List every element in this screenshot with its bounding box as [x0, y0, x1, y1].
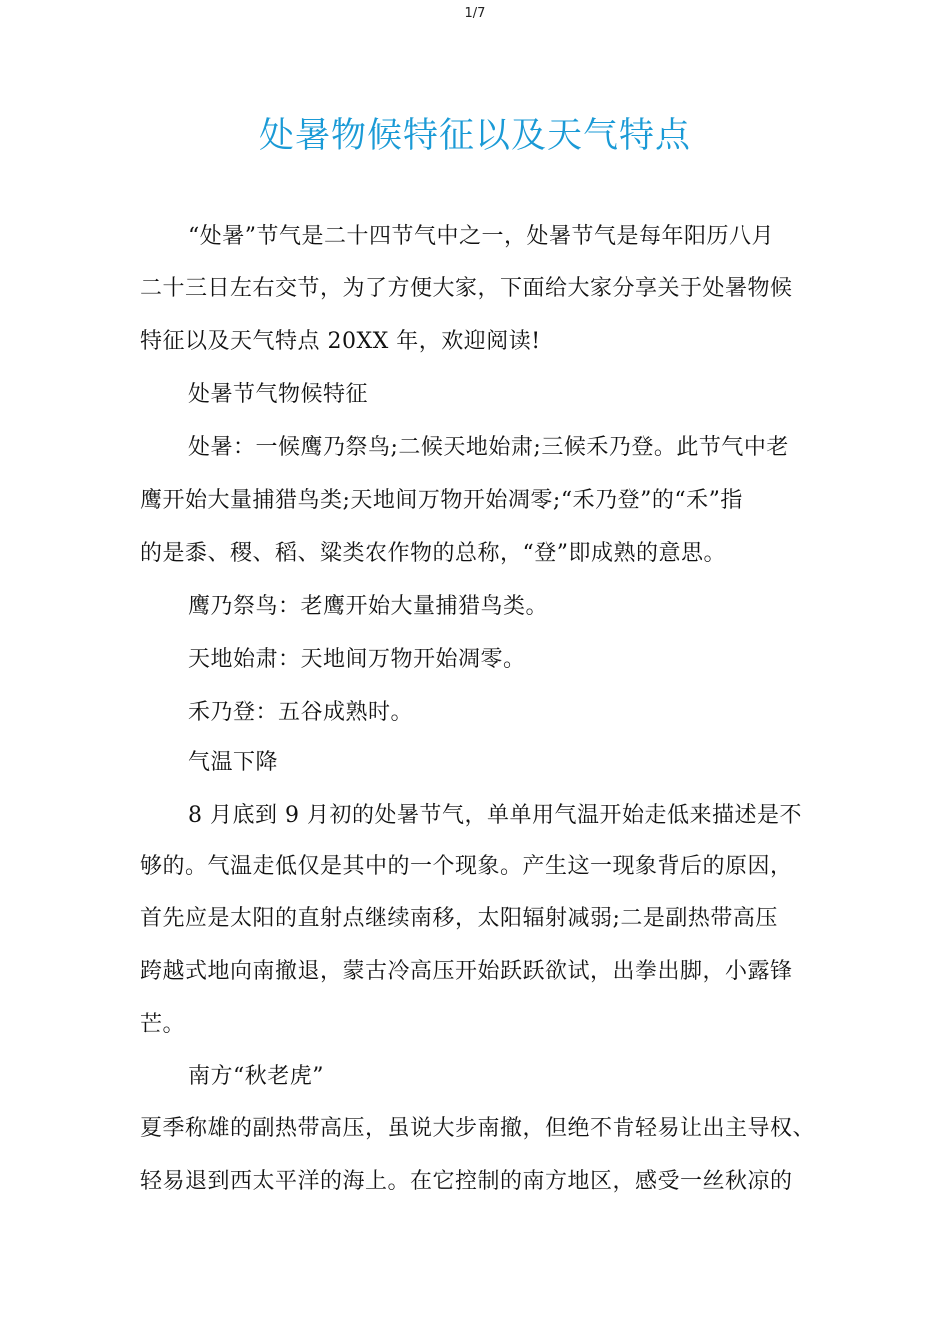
text-line: “处暑”节气是二十四节气中之一，处暑节气是每年阳历八月	[188, 224, 774, 249]
text-line: 跨越式地向南撤退，蒙古冷高压开始跃跃欲试，出拳出脚，小露锋	[140, 959, 793, 984]
text-line: 二十三日左右交节，为了方便大家，下面给大家分享关于处暑物候	[140, 276, 793, 301]
page-number: 1/7	[464, 6, 486, 21]
text-line: 芒。	[140, 1012, 186, 1037]
section-heading: 处暑节气物候特征	[188, 382, 369, 407]
text-line: 禾乃登：五谷成熟时。	[188, 700, 414, 725]
text-line: 鹰乃祭鸟：老鹰开始大量捕猎鸟类。	[188, 594, 549, 619]
text-line: 夏季称雄的副热带高压，虽说大步南撤，但绝不肯轻易让出主导权、	[140, 1116, 816, 1141]
text-line: 8 月底到 9 月初的处暑节气，单单用气温开始走低来描述是不	[188, 803, 802, 828]
text-line: 处暑：一候鹰乃祭鸟;二候天地始肃;三候禾乃登。此节气中老	[188, 435, 789, 460]
text-line: 特征以及天气特点 20XX 年，欢迎阅读!	[140, 329, 541, 354]
text-line: 够的。气温走低仅是其中的一个现象。产生这一现象背后的原因，	[140, 854, 793, 879]
section-heading: 气温下降	[188, 750, 279, 775]
document-title: 处暑物候特征以及天气特点	[258, 116, 691, 156]
section-heading: 南方“秋老虎”	[188, 1064, 324, 1089]
text-line: 的是黍、稷、稻、粱类农作物的总称，“登”即成熟的意思。	[140, 541, 726, 566]
text-line: 轻易退到西太平洋的海上。在它控制的南方地区，感受一丝秋凉的	[140, 1169, 793, 1194]
text-line: 首先应是太阳的直射点继续南移，太阳辐射减弱;二是副热带高压	[140, 906, 778, 931]
text-line: 鹰开始大量捕猎鸟类;天地间万物开始凋零;“禾乃登”的“禾”指	[140, 488, 743, 513]
text-line: 天地始肃：天地间万物开始凋零。	[188, 647, 526, 672]
